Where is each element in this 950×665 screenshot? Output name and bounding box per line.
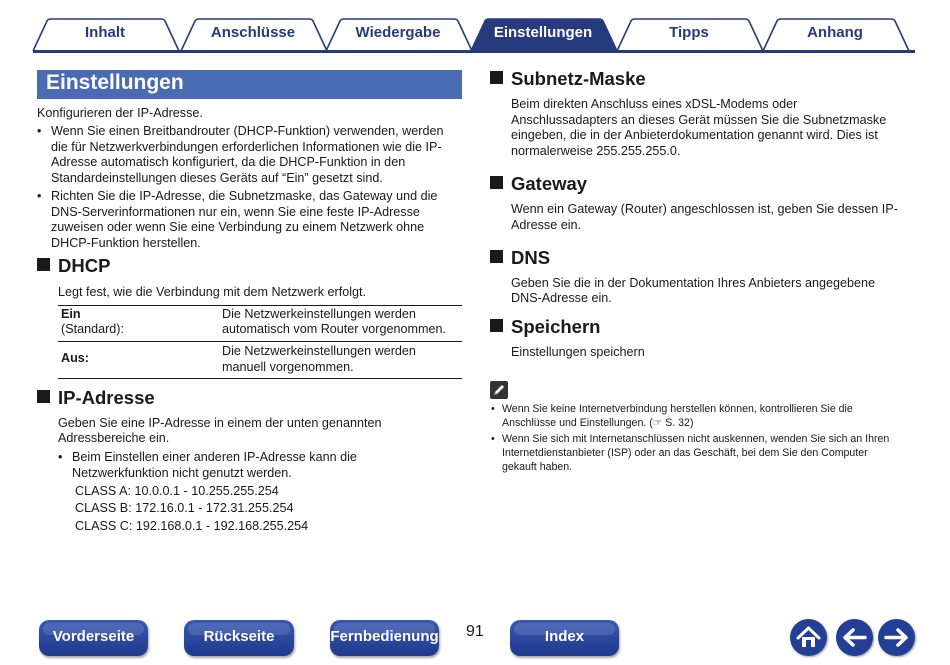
- tab-label: Anschlüsse: [210, 24, 296, 41]
- heading-text: DHCP: [58, 255, 111, 276]
- page-ref-link[interactable]: S. 32): [662, 416, 694, 429]
- fernbedienung-button[interactable]: Fernbedienung: [330, 620, 439, 656]
- tab-anschluesse[interactable]: [178, 18, 328, 51]
- heading-text: IP-Adresse: [58, 387, 155, 408]
- back-arrow-icon: [836, 619, 873, 656]
- top-tab-bar: [30, 18, 915, 53]
- square-bullet-icon: [490, 319, 503, 332]
- ip-class-b: CLASS B: 172.16.0.1 - 172.31.255.254: [75, 501, 294, 515]
- gateway-body-2: Adresse ein.: [511, 218, 582, 232]
- forward-button[interactable]: [878, 619, 915, 656]
- gateway-body-1: Wenn ein Gateway (Router) angeschlossen ist, geben Sie dessen IP-: [511, 202, 898, 216]
- tab-label: Einstellungen: [493, 24, 593, 41]
- tab-inhalt[interactable]: [30, 18, 180, 51]
- home-button[interactable]: [790, 619, 827, 656]
- text-line: gekauft haben.: [502, 460, 573, 473]
- heading-text: Subnetz-Maske: [511, 68, 646, 89]
- save-body: Einstellungen speichern: [511, 345, 645, 359]
- tab-anhang[interactable]: [760, 18, 910, 51]
- page-ref-hand-icon[interactable]: ☞: [652, 416, 663, 429]
- dhcp-val-ein-1: Die Netzwerkeinstellungen werden: [222, 307, 416, 321]
- text-line: Internetdienstanbieter (ISP) oder an das Geschäft, bei dem Sie den Computer: [502, 446, 868, 459]
- subnet-body-3: eingeben, die in der Anbieterdokumentation genannt wird. Dies ist: [511, 128, 878, 142]
- text-line: [502, 417, 853, 431]
- intro-text: Konfigurieren der IP-Adresse.: [37, 106, 203, 120]
- vorderseite-button[interactable]: Vorderseite: [39, 620, 148, 656]
- page-number: 91: [466, 623, 484, 640]
- tab-einstellungen[interactable]: [468, 18, 618, 51]
- square-bullet-icon: [37, 258, 50, 271]
- dhcp-val-aus-1: Die Netzwerkeinstellungen werden: [222, 344, 416, 358]
- text-line: Standardeinstellungen dieses Geräts auf “Ein” gesetzt sind.: [51, 170, 383, 185]
- dns-body-2: DNS-Adresse ein.: [511, 291, 612, 305]
- dhcp-key-aus: Aus:: [61, 351, 89, 365]
- heading-text: Speichern: [511, 316, 601, 337]
- ip-class-a: CLASS A: 10.0.0.1 - 10.255.255.254: [75, 484, 279, 498]
- text-line: Beim Einstellen einer anderen IP-Adresse kann die: [72, 450, 357, 464]
- subnet-body-1: Beim direkten Anschluss eines xDSL-Modems oder: [511, 97, 798, 111]
- text-line: zuweisen oder wenn Sie eine Verbindung zu einem Netzwerk ohne: [51, 220, 425, 235]
- text-part: Anschlüsse und Einstellungen. (: [502, 416, 653, 429]
- section-title: Einstellungen: [46, 71, 184, 94]
- text-line: Wenn Sie sich mit Internetanschlüssen nicht auskennen, wenden Sie sich an Ihren: [502, 433, 890, 445]
- section-banner: [37, 70, 462, 99]
- bullet-dot: •: [491, 433, 495, 445]
- square-bullet-icon: [490, 176, 503, 189]
- tab-label: Anhang: [807, 24, 863, 41]
- dhcp-key-standard: (Standard):: [61, 322, 124, 336]
- bullet-dot: •: [491, 403, 495, 415]
- tab-label: Inhalt: [85, 24, 125, 41]
- bullet-dot: •: [37, 124, 42, 138]
- square-bullet-icon: [37, 390, 50, 403]
- tab-tipps[interactable]: [614, 18, 764, 51]
- text-line: Wenn Sie einen Breitbandrouter (DHCP-Funktion) verwenden, werden: [51, 124, 444, 138]
- bullet-dot: •: [58, 450, 63, 464]
- table-rule: [58, 341, 462, 342]
- tab-label: Wiedergabe: [355, 24, 441, 41]
- tab-underline: [33, 50, 915, 53]
- dhcp-val-aus-2: manuell vorgenommen.: [222, 360, 354, 374]
- text-line: DHCP-Funktion herstellen.: [51, 235, 201, 250]
- forward-arrow-icon: [878, 619, 915, 656]
- text-line: die für Netzwerkverbindungen erforderlichen Informationen wie die IP-: [51, 139, 442, 154]
- square-bullet-icon: [490, 71, 503, 84]
- heading-text: DNS: [511, 247, 551, 268]
- heading-text: Gateway: [511, 173, 588, 194]
- dns-body-1: Geben Sie die in der Dokumentation Ihres Anbieters angegebene: [511, 276, 876, 290]
- dhcp-key-ein: Ein: [61, 307, 81, 321]
- text-line: DNS-Serverinformationen nur ein, wenn Sie eine feste IP-Adresse: [51, 204, 420, 219]
- back-button[interactable]: [836, 619, 873, 656]
- text-line: Adresse automatisch konfiguriert, da die DHCP-Funktion in den: [51, 155, 406, 170]
- ip-desc-2: Adressbereiche ein.: [58, 431, 170, 445]
- text-line: Richten Sie die IP-Adresse, die Subnetzmaske, das Gateway und die: [51, 189, 438, 203]
- bullet-dot: •: [37, 189, 42, 203]
- table-rule: [58, 305, 462, 306]
- text-line: Wenn Sie keine Internetverbindung herstellen können, kontrollieren Sie die: [502, 403, 853, 415]
- table-rule: [58, 378, 462, 379]
- tab-wiedergabe[interactable]: [323, 18, 473, 51]
- dhcp-description: Legt fest, wie die Verbindung mit dem Netzwerk erfolgt.: [58, 285, 366, 299]
- index-button[interactable]: Index: [510, 620, 619, 656]
- pencil-note-icon: [490, 381, 508, 399]
- text-line: Netzwerkfunktion nicht genutzt werden.: [72, 465, 292, 480]
- subnet-body-2: Anschlussadapters an dieses Gerät müssen Sie die Subnetzmaske: [511, 113, 887, 127]
- dhcp-val-ein-2: automatisch vom Router vorgenommen.: [222, 322, 446, 336]
- square-bullet-icon: [490, 250, 503, 263]
- tab-label: Tipps: [669, 24, 709, 41]
- ip-desc-1: Geben Sie eine IP-Adresse in einem der unten genannten: [58, 416, 382, 430]
- home-icon: [790, 619, 827, 656]
- ip-class-c: CLASS C: 192.168.0.1 - 192.168.255.254: [75, 519, 309, 533]
- rueckseite-button[interactable]: Rückseite: [184, 620, 294, 656]
- subnet-body-4: normalerweise 255.255.255.0.: [511, 144, 681, 158]
